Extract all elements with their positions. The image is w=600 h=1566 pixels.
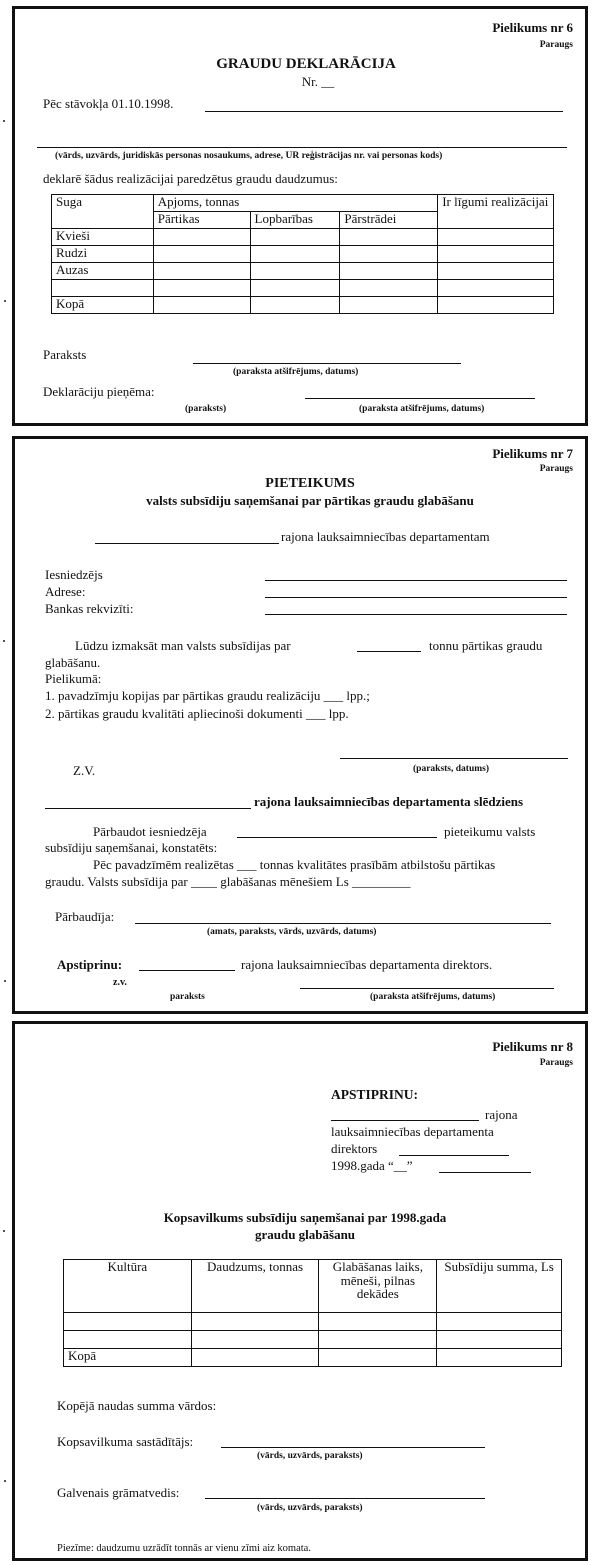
sample-label: Paraugs	[539, 40, 573, 50]
district-name-line[interactable]	[139, 970, 235, 971]
summary-title-2: graudu glabāšanu	[254, 1227, 356, 1242]
identity-hint: (vārds, uzvārds, juridiskās personas nosaukums, adrese, UR reģistrācijas nr. vai personas kods)	[55, 151, 443, 161]
address-line[interactable]	[265, 597, 567, 598]
sample-label: Paraugs	[539, 1058, 573, 1068]
attachment-1: 1. pavadzīmju kopijas par pārtikas graudu realizāciju ___ lpp.;	[45, 688, 370, 703]
row-label: Kvieši	[52, 229, 154, 246]
table-cell[interactable]	[319, 1349, 437, 1367]
date-text: 1998.gada “__”	[331, 1158, 413, 1173]
declares-text: deklarē šādus realizācijai paredzētus graudu daudzumus:	[43, 171, 338, 186]
table-cell[interactable]	[64, 1313, 192, 1331]
compiler-line[interactable]	[221, 1447, 485, 1448]
form-8-subsidy-summary	[12, 1021, 588, 1561]
district-text: rajona	[485, 1107, 518, 1122]
appendix-label: Pielikums nr 6	[492, 20, 573, 35]
signature-label: Paraksts	[43, 347, 87, 362]
calc-text: Pēc pavadzīmēm realizētas ___ tonnas kvalitātes prasībām atbilstošu pārtikas	[93, 857, 496, 872]
scan-speck	[4, 980, 6, 982]
accountant-label: Galvenais grāmatvedis:	[57, 1485, 180, 1500]
scan-speck	[4, 1480, 6, 1482]
row-label-total: Kopā	[52, 297, 154, 314]
table-cell[interactable]	[250, 229, 340, 246]
row-label	[52, 280, 154, 297]
seal-small: z.v.	[113, 977, 127, 988]
attachments-label: Pielikumā:	[45, 671, 102, 686]
table-cell[interactable]	[340, 297, 438, 314]
check-text-3: subsīdiju saņemšanai, konstatēts:	[45, 840, 218, 855]
district-line[interactable]	[95, 543, 279, 544]
col-header-type: Suga	[52, 195, 154, 229]
accepted-hint-decode: (paraksta atšifrējums, datums)	[359, 404, 485, 414]
scan-speck	[4, 300, 6, 302]
col-header-volume: Apjoms, tonnas	[153, 195, 437, 212]
table-cell[interactable]	[153, 263, 250, 280]
table-cell[interactable]	[250, 280, 340, 297]
table-cell[interactable]	[153, 297, 250, 314]
col-header-storage: Glabāšanas laiks, mēneši, pilnas dekādes	[319, 1260, 437, 1313]
form-6-grain-declaration	[12, 6, 588, 426]
col-header-contracts: Ir līgumi realizācijai	[438, 195, 554, 229]
form-subtitle: valsts subsīdiju saņemšanai par pārtikas graudu glabāšanu	[146, 493, 474, 508]
sub-header-food: Pārtikas	[153, 212, 250, 229]
dept-text: lauksaimniecības departamenta	[331, 1124, 494, 1139]
form-title: PIETEIKUMS	[265, 476, 355, 491]
applicant-line[interactable]	[265, 580, 567, 581]
request-text-3: glabāšanu.	[45, 655, 101, 670]
grain-table	[51, 194, 554, 314]
signature-line[interactable]	[193, 363, 461, 364]
identity-line-2[interactable]	[37, 147, 567, 148]
signature-hint: (paraksta atšifrējums, datums)	[233, 367, 359, 377]
applicant-name-line[interactable]	[237, 837, 437, 838]
compiler-hint: (vārds, uzvārds, paraksts)	[257, 1451, 363, 1461]
table-cell[interactable]	[438, 280, 554, 297]
table-cell[interactable]	[340, 246, 438, 263]
table-cell[interactable]	[438, 229, 554, 246]
form-number: Nr. __	[301, 74, 335, 89]
table-cell[interactable]	[340, 263, 438, 280]
table-cell[interactable]	[153, 246, 250, 263]
director-text: direktors	[331, 1141, 378, 1156]
bank-line[interactable]	[265, 614, 567, 615]
row-label: Auzas	[52, 263, 154, 280]
district-line[interactable]	[331, 1120, 479, 1121]
table-cell[interactable]	[437, 1331, 562, 1349]
table-cell[interactable]	[319, 1313, 437, 1331]
table-cell[interactable]	[438, 263, 554, 280]
date-line[interactable]	[439, 1172, 531, 1173]
identity-line[interactable]	[205, 111, 563, 112]
table-cell[interactable]	[437, 1349, 562, 1367]
bank-label: Bankas rekvizīti:	[45, 601, 134, 616]
attachment-2: 2. pārtikas graudu kvalitāti apliecinoši dokumenti ___ lpp.	[45, 706, 349, 721]
approve-label: Apstiprinu:	[57, 957, 123, 972]
check-text-2: pieteikumu valsts	[444, 824, 536, 839]
address-label: Adrese:	[45, 584, 86, 599]
table-cell[interactable]	[191, 1313, 319, 1331]
row-label-total: Kopā	[64, 1349, 192, 1367]
table-cell[interactable]	[437, 1313, 562, 1331]
table-cell[interactable]	[153, 229, 250, 246]
sub-header-processing: Pārstrādei	[340, 212, 438, 229]
col-header-qty: Daudzums, tonnas	[191, 1260, 319, 1313]
table-cell[interactable]	[250, 297, 340, 314]
scan-speck	[3, 120, 5, 122]
accepted-label: Deklarāciju pieņēma:	[43, 384, 155, 399]
check-text: Pārbaudot iesniedzēja	[93, 824, 207, 839]
request-text-2: tonnu pārtikas graudu	[429, 638, 543, 653]
addressee-text: rajona lauksaimniecības departamentam	[281, 529, 490, 544]
sign-decode-hint: (paraksta atšifrējums, datums)	[370, 992, 496, 1002]
appendix-label: Pielikums nr 8	[492, 1039, 573, 1054]
sub-header-feed: Lopbarības	[250, 212, 340, 229]
seal-label: Z.V.	[73, 763, 96, 778]
sample-label: Paraugs	[539, 464, 573, 474]
district-opinion-line[interactable]	[45, 808, 251, 809]
accepted-hint-sign: (paraksts)	[185, 404, 227, 414]
decode-line[interactable]	[300, 988, 554, 989]
sign-label: paraksts	[170, 992, 205, 1002]
summary-table	[63, 1259, 562, 1367]
col-header-sum: Subsīdiju summa, Ls	[437, 1260, 562, 1313]
table-cell[interactable]	[64, 1331, 192, 1349]
table-cell[interactable]	[340, 280, 438, 297]
form-7-subsidy-application	[12, 436, 588, 1014]
accepted-line[interactable]	[305, 398, 535, 399]
table-cell[interactable]	[153, 280, 250, 297]
col-header-crop: Kultūra	[64, 1260, 192, 1313]
table-cell[interactable]	[191, 1331, 319, 1349]
opinion-title: rajona lauksaimniecības departamenta slēdziens	[254, 794, 524, 809]
table-cell[interactable]	[250, 263, 340, 280]
table-cell[interactable]	[319, 1331, 437, 1349]
tonnes-line[interactable]	[357, 651, 421, 652]
row-label: Rudzi	[52, 246, 154, 263]
request-text: Lūdzu izmaksāt man valsts subsīdijas par	[75, 638, 291, 653]
as-of-date: Pēc stāvokļa 01.10.1998.	[43, 96, 174, 111]
scan-speck	[3, 1230, 5, 1232]
approve-title: APSTIPRINU:	[331, 1087, 419, 1102]
approve-text: rajona lauksaimniecības departamenta direktors.	[241, 957, 493, 972]
sign-date-hint: (paraksts, datums)	[413, 764, 490, 774]
verified-label: Pārbaudīja:	[55, 909, 115, 924]
form-title: GRAUDU DEKLARĀCIJA	[216, 56, 396, 72]
appendix-label: Pielikums nr 7	[492, 446, 573, 461]
table-cell[interactable]	[340, 229, 438, 246]
director-line[interactable]	[399, 1155, 509, 1156]
calc-text-2: graudu. Valsts subsīdija par ____ glabāšanas mēnešiem Ls _________	[45, 874, 411, 889]
applicant-label: Iesniedzējs	[45, 567, 103, 582]
sign-date-line[interactable]	[340, 758, 568, 759]
table-cell[interactable]	[438, 297, 554, 314]
accountant-line[interactable]	[205, 1498, 485, 1499]
total-words-label: Kopējā naudas summa vārdos:	[57, 1398, 217, 1413]
note-text: Piezīme: daudzumu uzrādīt tonnās ar vienu zīmi aiz komata.	[57, 1543, 311, 1554]
table-cell[interactable]	[191, 1349, 319, 1367]
accountant-hint: (vārds, uzvārds, paraksts)	[257, 1503, 363, 1513]
scan-speck	[3, 640, 5, 642]
compiler-label: Kopsavilkuma sastādītājs:	[57, 1434, 194, 1449]
summary-title: Kopsavilkums subsīdiju saņemšanai par 1998.gada	[163, 1210, 447, 1225]
table-cell[interactable]	[438, 246, 554, 263]
verified-line[interactable]	[135, 923, 551, 924]
table-cell[interactable]	[250, 246, 340, 263]
verified-hint: (amats, paraksts, vārds, uzvārds, datums)	[207, 927, 377, 937]
